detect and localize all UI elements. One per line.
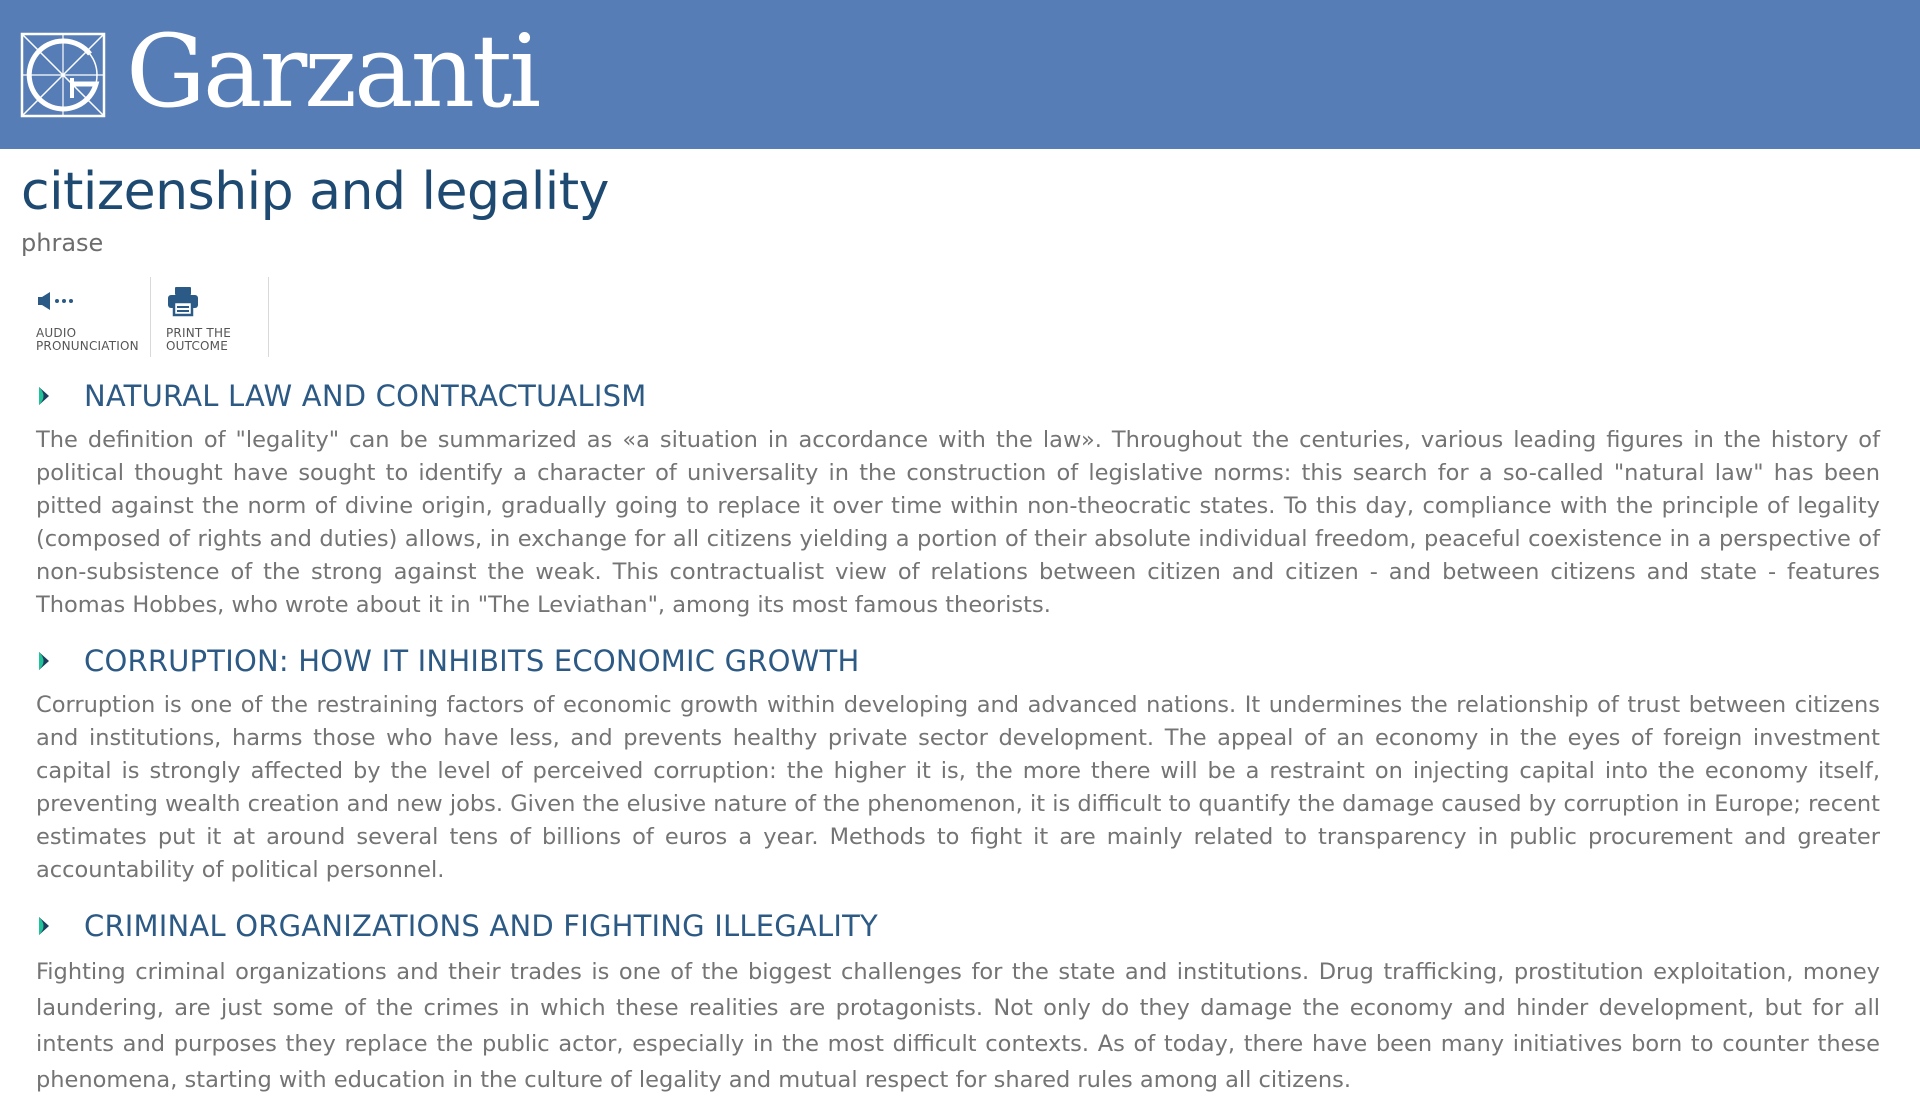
- section-bullet-icon: [36, 915, 52, 937]
- print-outcome-button[interactable]: [151, 277, 269, 357]
- section-corruption: [21, 644, 1880, 887]
- section-bullet-icon: [36, 385, 52, 407]
- section-heading: [36, 644, 1880, 678]
- entry-toolbar: [21, 277, 1880, 357]
- garzanti-logo-link[interactable]: [20, 12, 539, 130]
- printer-icon: [166, 285, 200, 317]
- section-bullet-icon: [36, 650, 52, 672]
- section-title: NATURAL LAW AND CONTRACTUALISM: [84, 378, 647, 413]
- section-natural-law: [21, 379, 1880, 622]
- site-header: [0, 0, 1920, 149]
- section-title: CRIMINAL ORGANIZATIONS AND FIGHTING ILLEGALITY: [84, 908, 878, 943]
- section-heading: [36, 379, 1880, 413]
- page-title: citizenship and legality: [21, 162, 609, 222]
- garzanti-monogram-icon: [20, 32, 106, 118]
- section-title: CORRUPTION: HOW IT INHIBITS ECONOMIC GROWTH: [84, 643, 860, 678]
- print-outcome-label: PRINT THE OUTCOME: [166, 325, 231, 353]
- section-body: Corruption is one of the restraining factors of economic growth within developing and advanced nations. It undermines the relationship of trust between citizens and institutions, harms those who have less, and prevents healthy private sector development. The appeal of an economy in the eyes of foreign investment capital is strongly affected by the level of perceived corruption: the higher it is, the more there will be a restraint on injecting capital into the economy itself, preventing wealth creation and new jobs. Given the elusive nature of the phenomenon, it is difficult to quantify the damage caused by corruption in Europe; recent estimates put it at around several tens of billions of euros a year. Methods to fight it are mainly related to transparency in public procurement and greater accountability of political personnel.: [36, 691, 1880, 883]
- brand-name: Garzanti: [126, 12, 539, 130]
- section-criminal-organizations: [21, 909, 1880, 1098]
- section-heading: [36, 909, 1880, 943]
- part-of-speech: phrase: [21, 228, 104, 257]
- entry-content: [0, 163, 1920, 1098]
- section-body: Fighting criminal organizations and their trades is one of the biggest challenges for the state and institutions. Drug trafficking, prostitution exploitation, money laundering, are just some of the crimes in which these realities are protagonists. Not only do they damage the economy and hinder development, but for all intents and purposes they replace the public actor, especially in the most difficult contexts. As of today, there have been many initiatives born to counter these phenomena, starting with education in the culture of legality and mutual respect for shared rules among all citizens.: [36, 958, 1880, 1093]
- audio-pronunciation-button[interactable]: [21, 277, 151, 357]
- speaker-icon: [36, 291, 76, 311]
- section-body: The definition of "legality" can be summarized as «a situation in accordance with the law». Throughout the centuries, various leading figures in the history of political thought have sought to identify a character of universality in the construction of legislative norms: this search for a so-called "natural law" has been pitted against the norm of divine origin, gradually going to replace it over time within non-theocratic states. To this day, compliance with the principle of legality (composed of rights and duties) allows, in exchange for all citizens yielding a portion of their absolute individual freedom, peaceful coexistence in a perspective of non-subsistence of the strong against the weak. This contractualist view of relations between citizen and citizen - and between citizens and state - features Thomas Hobbes, who wrote about it in "The Leviathan", among its most famous theorists.: [36, 426, 1880, 618]
- audio-pronunciation-label: AUDIO PRONUNCIATION: [36, 325, 139, 353]
